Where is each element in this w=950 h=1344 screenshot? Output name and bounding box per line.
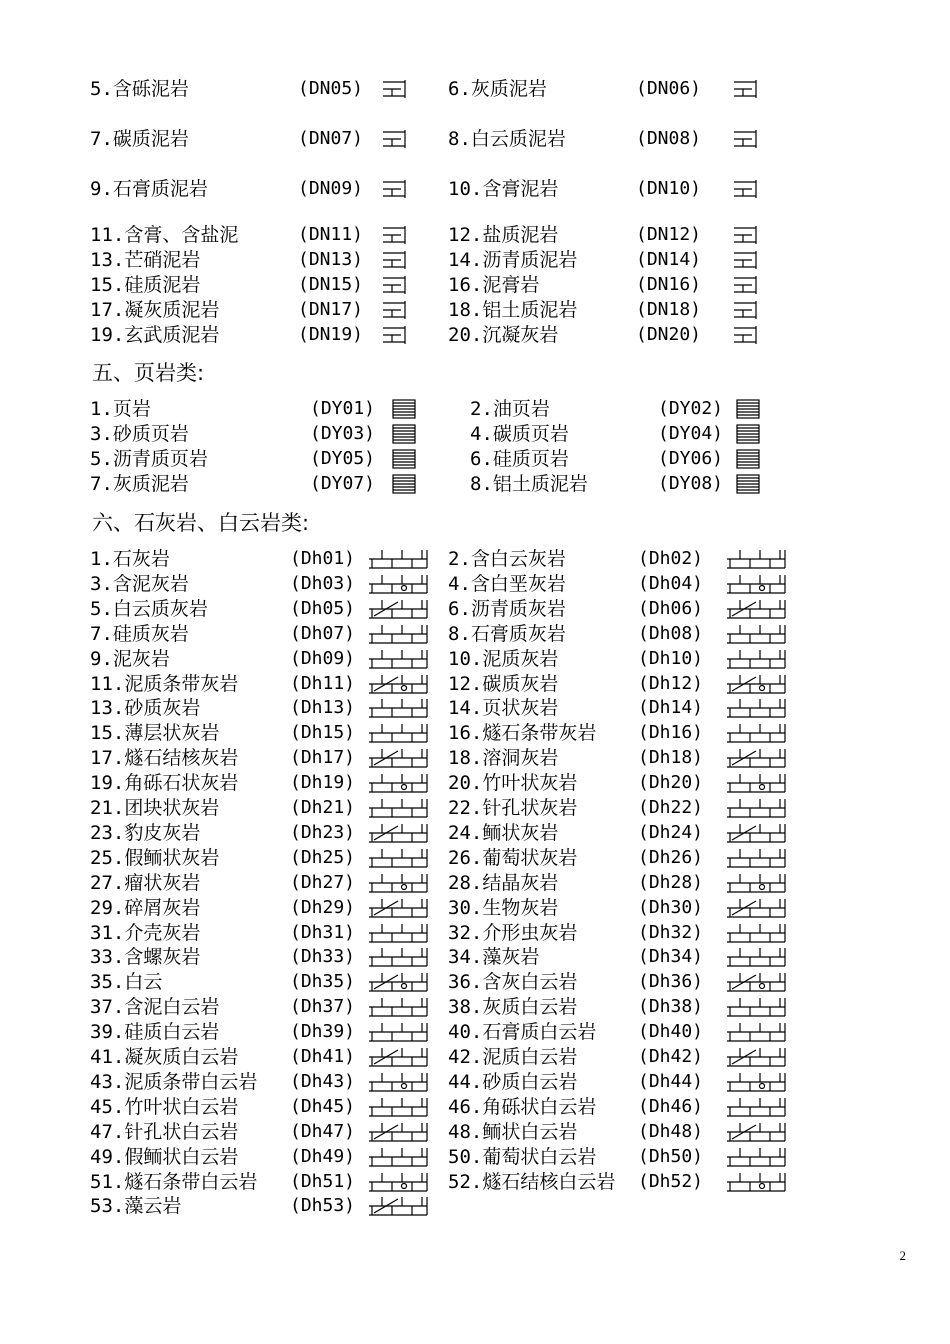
rock-code: (Dh38) (638, 996, 704, 1018)
rock-name: 37.含泥白云岩 (90, 996, 220, 1019)
rock-name: 3.砂质页岩 (90, 423, 189, 445)
algal-limestone-icon (726, 946, 786, 968)
sandy-dolomite-icon (726, 1071, 786, 1093)
legend-row (0, 1120, 950, 1144)
legend-row (0, 696, 950, 720)
legend-row (0, 248, 950, 272)
rock-code: (DY01) (310, 398, 376, 419)
mud-gypsum-rock-icon (732, 274, 762, 296)
dolomite-bearing-limestone-icon (726, 548, 786, 570)
legend-row (0, 1095, 950, 1119)
rock-name: 31.介壳灰岩 (90, 921, 201, 944)
rock-code: (Dh31) (290, 921, 356, 943)
argillaceous-limestone-icon (726, 648, 786, 670)
rock-name: 21.团块状灰岩 (90, 797, 220, 819)
rock-code: (DN13) (298, 249, 364, 270)
tuffaceous-mudstone-icon (381, 299, 411, 321)
rock-code: (DN18) (636, 299, 702, 320)
legend-row (0, 746, 950, 770)
rock-name: 47.针孔状白云岩 (90, 1120, 239, 1143)
rock-code: (Dh53) (290, 1195, 356, 1217)
gypsum-salt-mud-icon (381, 224, 411, 246)
rock-code: (Dh48) (638, 1120, 704, 1142)
rock-code: (Dh25) (290, 846, 356, 868)
legend-row (0, 447, 950, 471)
rock-name: 13.砂质灰岩 (90, 697, 201, 720)
clastic-limestone-icon (368, 897, 428, 919)
bituminous-mudstone-icon (732, 249, 762, 271)
rock-code: (Dh40) (638, 1021, 704, 1043)
rock-code: (Dh13) (290, 697, 356, 719)
rock-code: (Dh28) (638, 871, 704, 893)
rock-code: (Dh24) (638, 821, 704, 843)
rock-name: 25.假鲕状灰岩 (90, 846, 220, 869)
rock-code: (DY07) (310, 473, 376, 494)
rock-name: 3.含泥灰岩 (90, 572, 189, 595)
rock-code: (Dh04) (638, 572, 704, 594)
shale-icon (392, 398, 416, 420)
rock-code: (DN09) (298, 178, 364, 199)
rock-code: (Dh19) (290, 772, 356, 794)
page-number: 2 (899, 1248, 906, 1263)
rock-name: 20.沉凝灰岩 (448, 324, 559, 346)
rock-code: (Dh44) (638, 1070, 704, 1092)
argillaceous-bearing-dolomite-icon (368, 996, 428, 1018)
rock-code: (Dh23) (290, 821, 356, 843)
argillaceous-banded-dolomite-icon (368, 1071, 428, 1093)
rock-name: 41.凝灰质白云岩 (90, 1046, 239, 1068)
legend-row (0, 1045, 950, 1069)
gypsiferous-limestone-icon (726, 623, 786, 645)
rock-name: 5.含砾泥岩 (90, 78, 189, 100)
rock-name: 52.燧石结核白云岩 (448, 1170, 616, 1193)
rock-name: 39.硅质白云岩 (90, 1021, 220, 1044)
rock-code: (DY06) (658, 448, 724, 469)
rock-name: 10.含膏泥岩 (448, 178, 559, 200)
rock-code: (Dh29) (290, 896, 356, 918)
botryoidal-limestone-icon (726, 847, 786, 869)
rock-code: (Dh21) (290, 797, 356, 818)
rock-name: 14.沥青质泥岩 (448, 249, 578, 271)
rock-name: 13.芒硝泥岩 (90, 249, 201, 271)
rock-name: 2.油页岩 (470, 398, 550, 420)
legend-row (0, 796, 950, 820)
rock-code: (DN12) (636, 224, 702, 245)
rock-name: 20.竹叶状灰岩 (448, 772, 578, 795)
rock-name: 16.燧石条带灰岩 (448, 722, 597, 745)
ostracod-limestone-icon (726, 922, 786, 944)
algal-dolomite-icon (368, 1195, 428, 1217)
legend-row (0, 871, 950, 895)
legend-row (0, 1020, 950, 1044)
rock-code: (DN08) (636, 128, 702, 149)
pinhole-dolomite-icon (368, 1121, 428, 1143)
rock-name: 35.白云 (90, 971, 163, 994)
thin-bedded-limestone-icon (368, 722, 428, 744)
rock-name: 9.泥灰岩 (90, 647, 170, 670)
rock-name: 11.泥质条带灰岩 (90, 672, 239, 695)
rock-code: (Dh50) (638, 1145, 704, 1167)
rock-code: (Dh35) (290, 971, 356, 993)
rock-name: 1.石灰岩 (90, 548, 170, 570)
rock-name: 27.瘤状灰岩 (90, 871, 201, 894)
rock-code: (DY02) (658, 398, 724, 419)
rock-code: (Dh01) (290, 548, 356, 569)
legend-row (0, 821, 950, 845)
section-heading-shale: 五、页岩类: (92, 361, 205, 385)
gypsum-bearing-mudstone-icon (732, 178, 762, 200)
argillaceous-banded-limestone-icon (368, 673, 428, 695)
rock-name: 2.含白云灰岩 (448, 548, 566, 570)
rock-name: 7.灰质泥岩 (90, 473, 189, 495)
rock-code: (Dh47) (290, 1120, 356, 1142)
bioclastic-limestone-icon (726, 897, 786, 919)
rock-code: (DN10) (636, 178, 702, 199)
nodular-limestone-icon (368, 872, 428, 894)
rock-name: 23.豹皮灰岩 (90, 821, 201, 844)
calcareous-dolomite-icon (726, 996, 786, 1018)
legend-row (0, 896, 950, 920)
legend-row (0, 127, 950, 151)
siliceous-mudstone-icon (381, 274, 411, 296)
argillaceous-dolomite-icon (726, 1046, 786, 1068)
lumpy-limestone-icon (368, 797, 428, 819)
rock-name: 1.页岩 (90, 398, 151, 420)
rock-code: (DN14) (636, 249, 702, 270)
rock-code: (DN16) (636, 274, 702, 295)
calcareous-mudstone-icon (732, 78, 762, 100)
gastropod-limestone-icon (368, 946, 428, 968)
rock-name: 4.碳质页岩 (470, 423, 569, 445)
rock-name: 15.薄层状灰岩 (90, 722, 220, 745)
rock-name: 50.葡萄状白云岩 (448, 1145, 597, 1168)
rock-code: (Dh52) (638, 1170, 704, 1192)
rock-code: (DN19) (298, 324, 364, 345)
bauxitic-shale-icon (736, 473, 760, 495)
brecciated-limestone-icon (368, 772, 428, 794)
rock-name: 34.藻灰岩 (448, 946, 540, 969)
dolomitic-mudstone-icon (732, 128, 762, 150)
rock-code: (Dh03) (290, 572, 356, 594)
bituminous-shale-icon (392, 448, 416, 470)
section-heading-carbonate: 六、石灰岩、白云岩类: (92, 511, 310, 535)
rock-code: (Dh41) (290, 1046, 356, 1067)
shell-limestone-icon (368, 922, 428, 944)
rock-name: 7.碳质泥岩 (90, 128, 189, 150)
brecciated-dolomite-icon (726, 1096, 786, 1118)
legend-row (0, 77, 950, 101)
rock-code: (Dh30) (638, 896, 704, 918)
argillaceous-bearing-limestone-icon (368, 573, 428, 595)
legend-row (0, 223, 950, 247)
rock-name: 48.鲕状白云岩 (448, 1120, 578, 1143)
pseudo-oolitic-dolomite-icon (368, 1146, 428, 1168)
chert-banded-limestone-icon (726, 722, 786, 744)
rock-name: 16.泥膏岩 (448, 274, 540, 296)
rock-code: (DN05) (298, 78, 364, 99)
bituminous-limestone-icon (726, 598, 786, 620)
rock-name: 24.鲕状灰岩 (448, 821, 559, 844)
rock-name: 18.溶洞灰岩 (448, 747, 559, 770)
gypsiferous-dolomite-icon (726, 1021, 786, 1043)
siliceous-dolomite-icon (368, 1021, 428, 1043)
pseudo-oolitic-limestone-icon (368, 847, 428, 869)
rock-name: 36.含灰白云岩 (448, 971, 578, 994)
rock-name: 28.结晶灰岩 (448, 871, 559, 894)
legend-row (0, 273, 950, 297)
rock-code: (Dh22) (638, 797, 704, 818)
legend-row (0, 1145, 950, 1169)
rock-name: 49.假鲕状白云岩 (90, 1145, 239, 1168)
rock-name: 17.凝灰质泥岩 (90, 299, 220, 321)
rock-code: (Dh09) (290, 647, 356, 669)
rock-code: (DY04) (658, 423, 724, 444)
rock-name: 12.盐质泥岩 (448, 224, 559, 246)
pinhole-limestone-icon (726, 797, 786, 819)
rock-name: 5.沥青质页岩 (90, 448, 208, 470)
carbonaceous-mudstone-icon (381, 128, 411, 150)
rock-name: 6.灰质泥岩 (448, 78, 547, 100)
oolitic-limestone-icon (726, 822, 786, 844)
oolitic-dolomite-icon (726, 1121, 786, 1143)
rock-name: 40.石膏质白云岩 (448, 1021, 597, 1044)
chalk-bearing-limestone-icon (726, 573, 786, 595)
siliceous-shale-icon (736, 448, 760, 470)
rock-code: (Dh36) (638, 971, 704, 993)
lime-bearing-dolomite-icon (726, 971, 786, 993)
carbonaceous-limestone-icon (726, 673, 786, 695)
rock-code: (Dh33) (290, 946, 356, 968)
legend-row (0, 572, 950, 596)
rock-code: (Dh07) (290, 622, 356, 644)
dolomitic-limestone-icon (368, 598, 428, 620)
rock-code: (Dh26) (638, 846, 704, 868)
dolomite-icon (368, 971, 428, 993)
rock-code: (Dh06) (638, 597, 704, 619)
legend-row (0, 945, 950, 969)
rock-code: (DN15) (298, 274, 364, 295)
rock-name: 38.灰质白云岩 (448, 996, 578, 1019)
rock-name: 6.沥青质灰岩 (448, 597, 566, 620)
rock-code: (DN11) (298, 224, 364, 245)
rock-name: 15.硅质泥岩 (90, 274, 201, 296)
rock-code: (Dh37) (290, 996, 356, 1018)
leopard-skin-limestone-icon (368, 822, 428, 844)
legend-row (0, 846, 950, 870)
legend-row (0, 422, 950, 446)
rock-name: 33.含螺灰岩 (90, 946, 201, 969)
sandy-shale-icon (392, 423, 416, 445)
rock-name: 11.含膏、含盐泥 (90, 224, 239, 246)
legend-row (0, 921, 950, 945)
rock-code: (Dh51) (290, 1170, 356, 1192)
rock-code: (Dh32) (638, 921, 704, 943)
karst-cave-limestone-icon (726, 747, 786, 769)
rock-name: 8.白云质泥岩 (448, 128, 566, 150)
rock-code: (DN06) (636, 78, 702, 99)
rock-name: 53.藻云岩 (90, 1195, 182, 1218)
rock-name: 18.铝土质泥岩 (448, 299, 578, 321)
platy-limestone-icon (726, 697, 786, 719)
basaltic-mudstone-icon (381, 324, 411, 346)
calcareous-shale-icon (392, 473, 416, 495)
rock-name: 19.玄武质泥岩 (90, 324, 220, 346)
rock-name: 32.介形虫灰岩 (448, 921, 578, 944)
siliceous-limestone-icon (368, 623, 428, 645)
rock-code: (Dh15) (290, 722, 356, 744)
rock-name: 30.生物灰岩 (448, 896, 559, 919)
legend-row (0, 547, 950, 571)
legend-row (0, 721, 950, 745)
rock-name: 44.砂质白云岩 (448, 1070, 578, 1093)
rock-name: 22.针孔状灰岩 (448, 797, 578, 819)
chert-nodule-dolomite-icon (726, 1171, 786, 1193)
rock-name: 45.竹叶状白云岩 (90, 1095, 239, 1118)
gypsiferous-mudstone-icon (381, 178, 411, 200)
rock-code: (Dh27) (290, 871, 356, 893)
legend-row (0, 672, 950, 696)
crystalline-limestone-icon (726, 872, 786, 894)
rock-name: 4.含白垩灰岩 (448, 572, 566, 595)
tuffaceous-dolomite-icon (368, 1046, 428, 1068)
legend-row (0, 397, 950, 421)
rock-code: (DN17) (298, 299, 364, 320)
rock-name: 29.碎屑灰岩 (90, 896, 201, 919)
legend-row (0, 298, 950, 322)
rock-name: 5.白云质灰岩 (90, 597, 208, 620)
gravel-mudstone-icon (381, 78, 411, 100)
rock-name: 26.葡萄状灰岩 (448, 846, 578, 869)
chert-nodule-limestone-icon (368, 747, 428, 769)
rock-code: (Dh02) (638, 548, 704, 569)
rock-code: (Dh34) (638, 946, 704, 968)
rock-code: (Dh45) (290, 1095, 356, 1117)
rock-name: 7.硅质灰岩 (90, 622, 189, 645)
rock-code: (DN07) (298, 128, 364, 149)
rock-code: (DY03) (310, 423, 376, 444)
rock-name: 12.碳质灰岩 (448, 672, 559, 695)
legend-row (0, 472, 950, 496)
legend-row (0, 622, 950, 646)
rock-code: (Dh18) (638, 747, 704, 769)
botryoidal-dolomite-icon (726, 1146, 786, 1168)
rock-code: (Dh16) (638, 722, 704, 744)
rock-name: 10.泥质灰岩 (448, 647, 559, 670)
flat-pebble-dolomite-icon (368, 1096, 428, 1118)
rock-code: (Dh17) (290, 747, 356, 769)
rock-name: 17.燧石结核灰岩 (90, 747, 239, 770)
legend-row (0, 1194, 950, 1218)
rock-code: (Dh20) (638, 772, 704, 794)
legend-row (0, 177, 950, 201)
limestone-icon (368, 548, 428, 570)
rock-name: 8.铝土质泥岩 (470, 473, 588, 495)
legend-row (0, 995, 950, 1019)
legend-row (0, 970, 950, 994)
chert-banded-dolomite-icon (368, 1171, 428, 1193)
flat-pebble-limestone-icon (726, 772, 786, 794)
rock-code: (Dh11) (290, 672, 356, 694)
rock-name: 14.页状灰岩 (448, 697, 559, 720)
carbonaceous-shale-icon (736, 423, 760, 445)
rock-name: 8.石膏质灰岩 (448, 622, 566, 645)
sandy-limestone-icon (368, 697, 428, 719)
rock-name: 19.角砾石状灰岩 (90, 772, 239, 795)
rock-name: 42.泥质白云岩 (448, 1046, 578, 1068)
tuffite-icon (732, 324, 762, 346)
bauxitic-mudstone-icon (732, 299, 762, 321)
legend-row (0, 647, 950, 671)
rock-name: 43.泥质条带白云岩 (90, 1070, 258, 1093)
rock-name: 9.石膏质泥岩 (90, 178, 208, 200)
salty-mudstone-icon (732, 224, 762, 246)
rock-code: (Dh39) (290, 1021, 356, 1043)
marl-icon (368, 648, 428, 670)
legend-row (0, 1170, 950, 1194)
rock-code: (Dh08) (638, 622, 704, 644)
legend-row (0, 597, 950, 621)
rock-code: (Dh05) (290, 597, 356, 619)
rock-code: (Dh49) (290, 1145, 356, 1167)
rock-code: (Dh12) (638, 672, 704, 694)
rock-code: (Dh10) (638, 647, 704, 669)
rock-code: (Dh46) (638, 1095, 704, 1117)
legend-row (0, 1070, 950, 1094)
rock-code: (DY08) (658, 473, 724, 494)
rock-code: (DN20) (636, 324, 702, 345)
legend-row (0, 771, 950, 795)
rock-code: (Dh14) (638, 697, 704, 719)
rock-code: (Dh43) (290, 1070, 356, 1092)
rock-code: (DY05) (310, 448, 376, 469)
rock-name: 46.角砾状白云岩 (448, 1095, 597, 1118)
rock-name: 6.硅质页岩 (470, 448, 569, 470)
oil-shale-icon (736, 398, 760, 420)
mirabilite-mudstone-icon (381, 249, 411, 271)
rock-code: (Dh42) (638, 1046, 704, 1067)
legend-row (0, 323, 950, 347)
rock-name: 51.燧石条带白云岩 (90, 1170, 258, 1193)
